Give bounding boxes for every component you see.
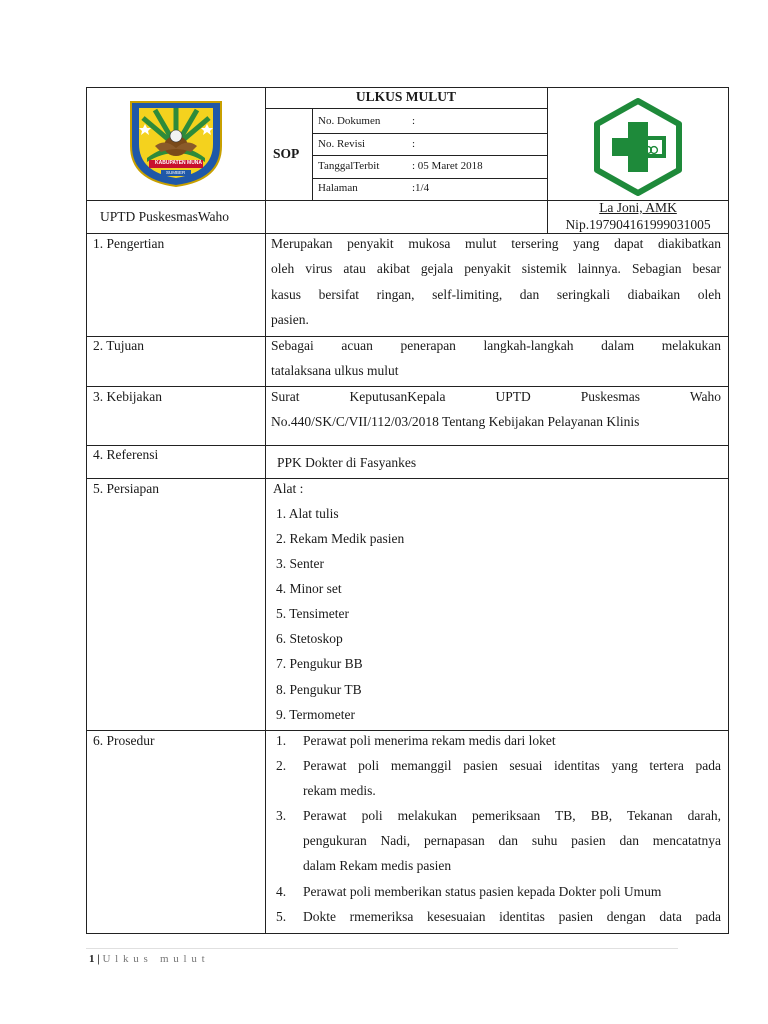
- persiapan-item: 6. Stetoskop: [276, 631, 343, 646]
- emblem-banner-text: KABUPATEN MUNA: [155, 160, 203, 166]
- prosedur-step-text: Perawat poli melakukan pemeriksaan TB, BB, Tekanan darah,: [303, 808, 721, 823]
- document-title: ULKUS MULUT: [355, 89, 457, 104]
- footer-separator: |: [97, 953, 100, 965]
- meta-tanggal-terbit-label: TanggalTerbit: [318, 160, 380, 172]
- row-divider-5: [86, 730, 729, 731]
- prosedur-step-number: 1.: [276, 733, 287, 748]
- prosedur-step-number: 3.: [276, 808, 287, 823]
- footer: [89, 953, 206, 965]
- meta-halaman-label: Halaman: [318, 182, 358, 194]
- logo-col-divider: [265, 87, 266, 233]
- meta-no-dokumen-label: No. Dokumen: [318, 115, 381, 127]
- pengertian-line-2: oleh virus atau akibat gejala penyakit sistemik lainnya. Sebagian besar: [271, 261, 721, 276]
- section-label-persiapan: 5. Persiapan: [93, 481, 159, 496]
- persiapan-item: 5. Tensimeter: [276, 606, 350, 621]
- section-label-kebijakan: 3. Kebijakan: [93, 389, 162, 404]
- prosedur-step-number: 4.: [276, 884, 287, 899]
- row-divider-2: [86, 386, 729, 387]
- meta-no-dokumen-value: :: [412, 115, 416, 127]
- referensi-text: PPK Dokter di Fasyankes: [277, 455, 417, 470]
- meta-tanggal-terbit-value: : 05 Maret 2018: [412, 160, 483, 172]
- emblem-motto-text: SUMBER: [166, 170, 186, 175]
- meta-divider-2: [312, 155, 547, 156]
- meta-halaman-value: :1/4: [412, 182, 430, 194]
- prosedur-step-text: Perawat poli memberikan status pasien kepada Dokter poli Umum: [303, 884, 662, 899]
- kebijakan-line-2: No.440/SK/C/VII/112/03/2018 Tentang Kebijakan Pelayanan Klinis: [271, 414, 640, 429]
- prosedur-step-number: 5.: [276, 909, 287, 924]
- tujuan-line-1: Sebagai acuan penerapan langkah-langkah dalam melakukan: [271, 338, 721, 353]
- section-label-referensi: 4. Referensi: [93, 447, 159, 462]
- prosedur-step-number: 2.: [276, 758, 287, 773]
- pengertian-line-4: pasien.: [271, 312, 309, 327]
- persiapan-item: 9. Termometer: [276, 707, 356, 722]
- label-col-divider: [265, 233, 266, 934]
- meta-divider-3: [312, 178, 547, 179]
- persiapan-heading: Alat :: [273, 481, 304, 496]
- org-name: UPTD PuskesmasWaho: [100, 209, 230, 224]
- meta-no-revisi-label: No. Revisi: [318, 138, 366, 150]
- section-label-pengertian: 1. Pengertian: [93, 236, 165, 251]
- prosedur-step-text: Dokte rmemeriksa kesesuaian identitas pasien dengan data pada: [303, 909, 721, 924]
- prosedur-step-text: dalam Rekam medis pasien: [303, 858, 452, 873]
- meta-no-revisi-value: :: [412, 138, 416, 150]
- sop-col-divider: [312, 108, 313, 200]
- header-divider: [265, 108, 547, 109]
- persiapan-item: 3. Senter: [276, 556, 324, 571]
- prosedur-step-text: Perawat poli menerima rekam medis dari loket: [303, 733, 556, 748]
- org-row-bottom: [86, 233, 729, 234]
- prosedur-step-text: pengukuran Nadi, pernapasan dan suhu pasien dan mencatatnya: [303, 833, 721, 848]
- row-divider-1: [86, 336, 729, 337]
- prosedur-step-text: Perawat poli memanggil pasien sesuai identitas yang tertera pada: [303, 758, 721, 773]
- pengertian-line-3: kasus bersifat ringan, self-limiting, dan seringkali diabaikan oleh: [271, 287, 721, 302]
- section-label-tujuan: 2. Tujuan: [93, 338, 145, 353]
- signer-name: La Joni, AMK: [599, 200, 677, 215]
- prosedur-step-text: rekam medis.: [303, 783, 376, 798]
- footer-document-name: U l k u s m u l u t: [102, 953, 206, 965]
- tujuan-line-2: tatalaksana ulkus mulut: [271, 363, 399, 378]
- persiapan-item: 4. Minor set: [276, 581, 342, 596]
- persiapan-item: 2. Rekam Medik pasien: [276, 531, 405, 546]
- kabupaten-muna-emblem-icon: [125, 96, 227, 188]
- puskesmas-cross-logo-icon: [590, 98, 686, 196]
- kebijakan-line-1: Surat KeputusanKepala UPTD Puskesmas Waho: [271, 389, 721, 404]
- persiapan-item: 8. Pengukur TB: [276, 682, 362, 697]
- signer-nip: Nip.197904161999031005: [565, 217, 711, 232]
- row-divider-3: [86, 445, 729, 446]
- sop-label: SOP: [273, 146, 300, 161]
- persiapan-item: 1. Alat tulis: [276, 506, 339, 521]
- section-label-prosedur: 6. Prosedur: [93, 733, 155, 748]
- row-divider-4: [86, 478, 729, 479]
- pengertian-line-1: Merupakan penyakit mukosa mulut tersering yang dapat diakibatkan: [271, 236, 721, 251]
- meta-divider-1: [312, 133, 547, 134]
- footer-page-number: 1: [89, 953, 95, 965]
- persiapan-item: 7. Pengukur BB: [276, 656, 363, 671]
- footer-rule: [86, 948, 678, 949]
